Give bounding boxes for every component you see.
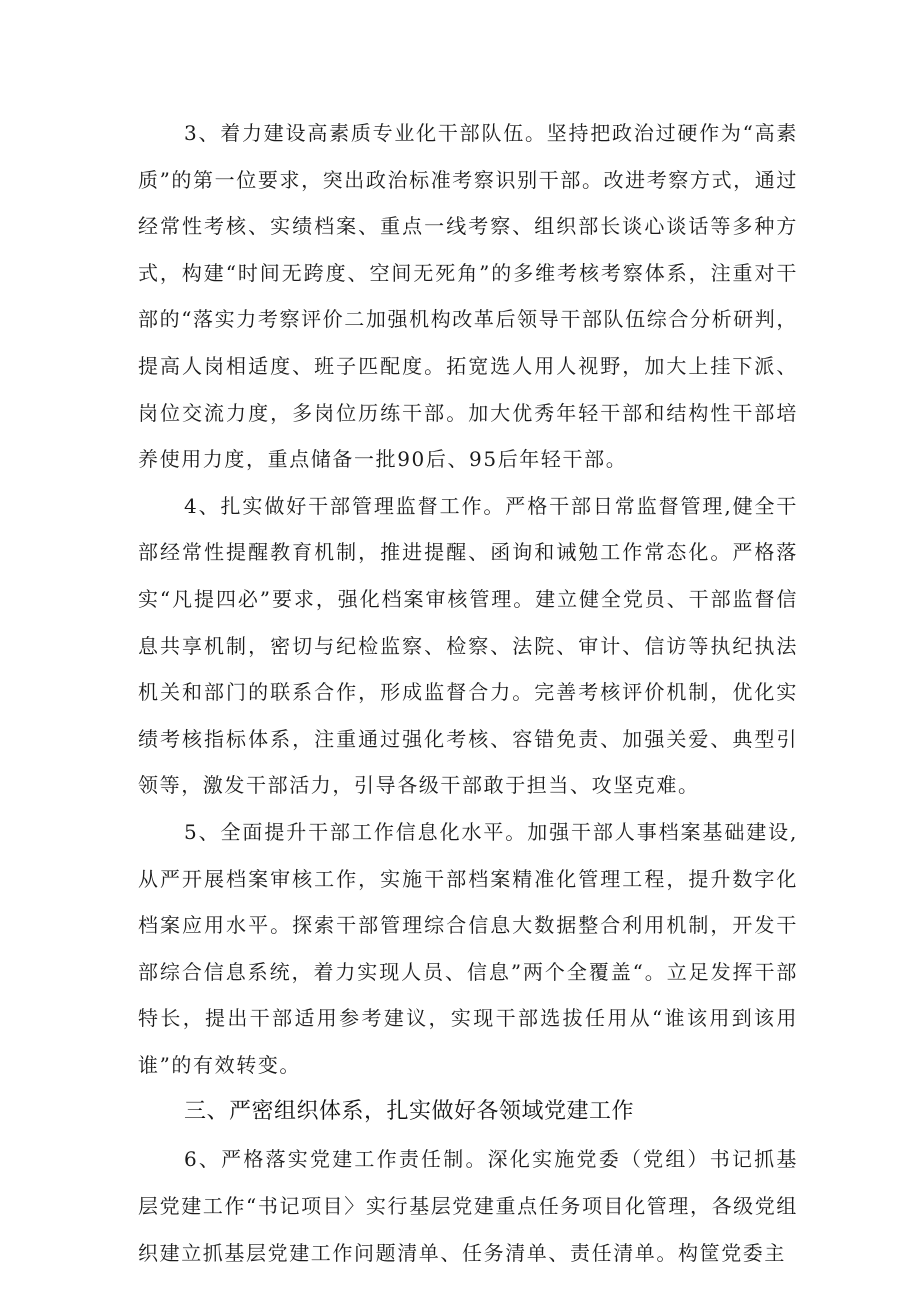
paragraph-5: 5、全面提升干部工作信息化水平。加强干部人事档案基础建设,从严开展档案审核工作，实施干部档案精准化管理工程，提升数字化档案应用水平。探索干部管理综合信息大数据整合利用机制，开发干部综合信息系统，着力实现人员、信息”两个全覆盖“。立足发挥干部特长，提出干部适用参考建议，实现干部选拔任用从“谁该用到该用谁”的有效转变。 xyxy=(138,819,798,1077)
paragraph-6: 6、严格落实党建工作责任制。深化实施党委（党组）书记抓基层党建工作“书记项目〉实行基层党建重点任务项目化管理，各级党组织建立抓基层党建工作问题清单、任务清单、责任清单。构筐党委主 xyxy=(138,1147,798,1265)
paragraph-4: 4、扎实做好干部管理监督工作。严格干部日常监督管理,健全干部经常性提醒教育机制，推进提醒、函询和诫勉工作常态化。严格落实“凡提四必”要求，强化档案审核管理。建立健全党员、干部监督信息共享机制，密切与纪检监察、检察、法院、审计、信访等执纪执法机关和部门的联系合作，形成监督合力。完善考核评价机制，优化实绩考核指标体系，注重通过强化考核、容错免责、加强关爱、典型引领等，激发干部活力，引导各级干部敢于担当、攻坚克难。 xyxy=(138,493,798,798)
document-body xyxy=(138,110,798,1276)
section-heading-3: 三、严密组织体系，扎实做好各领域党建工作 xyxy=(184,1099,635,1125)
paragraph-3: 3、着力建设高素质专业化干部队伍。坚持把政治过硬作为“高素质”的第一位要求，突出政治标准考察识别干部。改进考察方式，通过经常性考核、实绩档案、重点一线考察、组织部长谈心谈话等多种方式，构建“时间无跨度、空间无死角”的多维考核考察体系，注重对干部的“落实力考察评价二加强机构改革后领导干部队伍综合分析研判，提高人岗相适度、班子匹配度。拓宽选人用人视野，加大上挂下派、岗位交流力度，多岗位历练干部。加大优秀年轻干部和结构性干部培养使用力度，重点储备一批90后、95后年轻干部。 xyxy=(138,121,798,472)
